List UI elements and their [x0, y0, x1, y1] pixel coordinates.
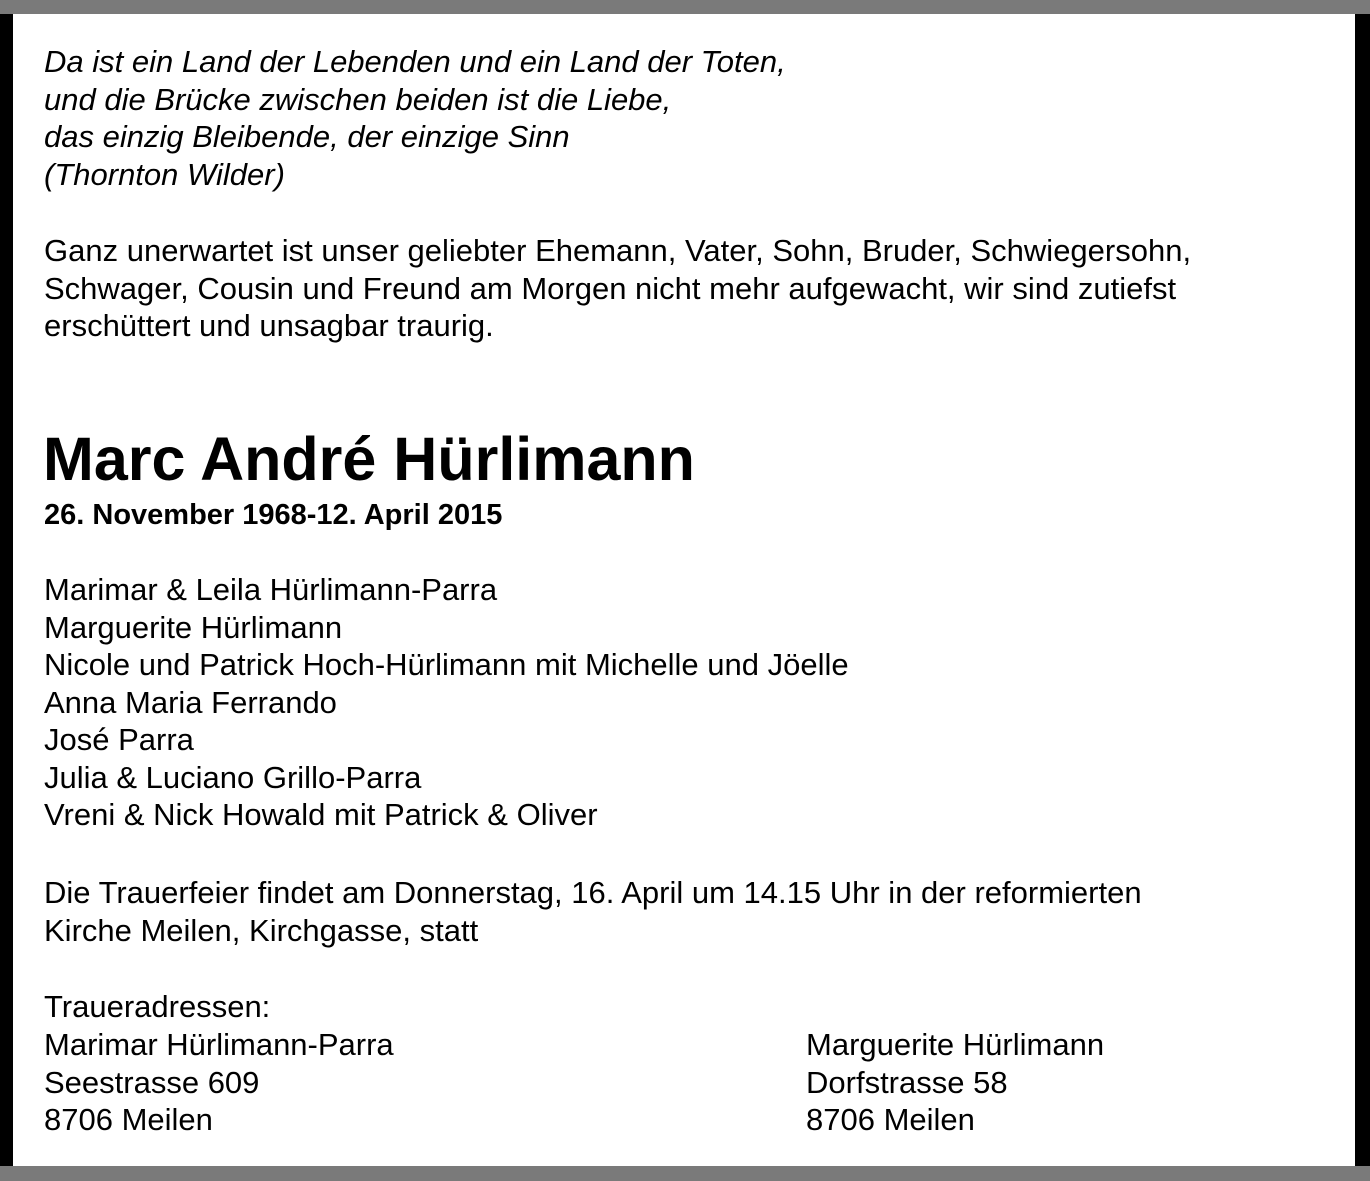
quote-line: Da ist ein Land der Lebenden und ein Land der Toten,: [44, 44, 786, 79]
intro-paragraph: [44, 232, 1191, 345]
quote-line: das einzig Bleibende, der einzige Sinn: [44, 119, 570, 154]
addresses-heading: Traueradressen:: [44, 989, 271, 1024]
mourner-entry: Marguerite Hürlimann: [44, 609, 343, 645]
left-frame-border: [0, 14, 13, 1166]
life-dates: 26. November 1968-12. April 2015: [44, 499, 503, 531]
address-name: Marimar Hürlimann-Parra: [44, 1027, 394, 1062]
intro-line: Schwager, Cousin und Freund am Morgen nicht mehr aufgewacht, wir sind zutiefst: [44, 270, 1177, 306]
mourner-entry: Julia & Luciano Grillo-Parra: [44, 759, 422, 795]
ceremony-info: [44, 874, 1142, 949]
intro-line: Ganz unerwartet ist unser geliebter Ehemann, Vater, Sohn, Bruder, Schwiegersohn,: [44, 233, 1192, 268]
ceremony-line: Kirche Meilen, Kirchgasse, statt: [44, 912, 479, 948]
mourner-entry: Marimar & Leila Hürlimann-Parra: [44, 572, 498, 607]
mourner-entry: José Parra: [44, 722, 194, 757]
ceremony-line: Die Trauerfeier findet am Donnerstag, 16. April um 14.15 Uhr in der reformierten: [44, 875, 1142, 910]
mourner-entry: Vreni & Nick Howald mit Patrick & Oliver: [44, 797, 598, 832]
address-left: [44, 1026, 394, 1139]
address-city: 8706 Meilen: [806, 1102, 975, 1137]
address-street: Seestrasse 609: [44, 1064, 260, 1100]
mourner-entry: Nicole und Patrick Hoch-Hürlimann mit Michelle und Jöelle: [44, 647, 849, 682]
intro-line: erschüttert und unsagbar traurig.: [44, 308, 494, 343]
address-street: Dorfstrasse 58: [806, 1064, 1008, 1100]
address-city: 8706 Meilen: [44, 1102, 213, 1137]
address-right: [806, 1026, 1104, 1139]
top-frame-bar: [0, 0, 1370, 14]
bottom-frame-bar: [0, 1166, 1370, 1181]
right-frame-border: [1355, 14, 1370, 1166]
quote-author: (Thornton Wilder): [44, 156, 285, 192]
mourner-entry: Anna Maria Ferrando: [44, 684, 337, 720]
memorial-quote: [44, 43, 786, 193]
obituary-notice: [13, 14, 1355, 1166]
address-name: Marguerite Hürlimann: [806, 1027, 1105, 1062]
mourners-list: [44, 571, 849, 834]
quote-line: und die Brücke zwischen beiden ist die Liebe,: [44, 81, 672, 117]
deceased-name: Marc André Hürlimann: [43, 425, 695, 493]
